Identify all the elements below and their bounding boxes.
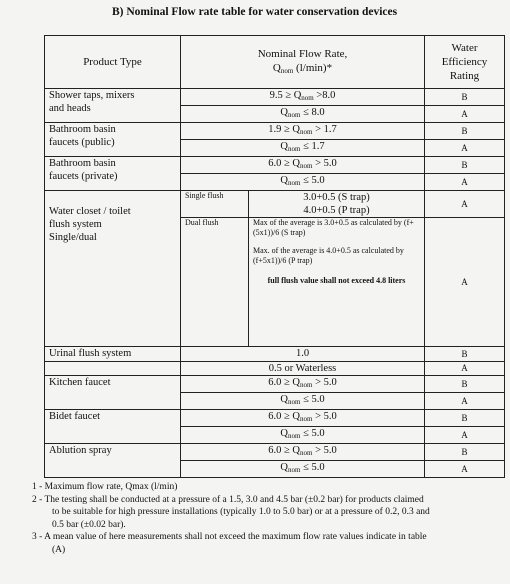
table-row	[45, 89, 505, 106]
flow-value: $Q_{nom} \le 5.0$	[181, 427, 425, 444]
dual-flush-values: Max of the average is 3.0+0.5 as calculated by (f+(5x1))/6 (S trap) Max. of the average is 4.0+0.5 as calculated by (f+5x1))/6 (P trap) full flush value shall not exceed 4.8 liters	[249, 218, 425, 347]
dual-flush-label: Dual flush	[181, 218, 249, 347]
table-row	[45, 410, 505, 427]
table-row	[45, 347, 505, 362]
footnote-3-cont: (A)	[52, 544, 66, 555]
product-shower: Shower taps, mixers and heads	[45, 89, 181, 123]
rating: B	[425, 123, 505, 140]
rating: B	[425, 376, 505, 393]
flow-value: $Q_{nom} \le 8.0$	[181, 106, 425, 123]
rating: A	[425, 461, 505, 478]
rating: B	[425, 89, 505, 106]
product-kitchen: Kitchen faucet	[45, 376, 181, 410]
table-row	[45, 191, 505, 218]
flow-value: $Q_{nom} \le 5.0$	[181, 461, 425, 478]
rating: B	[425, 410, 505, 427]
flow-value: $6.0 \ge Q_{nom} > 5.0$	[181, 410, 425, 427]
single-flush-values: 3.0+0.5 (S trap) 4.0+0.5 (P trap)	[249, 191, 425, 218]
flow-value: $6.0 \ge Q_{nom} > 5.0$	[181, 444, 425, 461]
product-water-closet: Water closet / toilet flush system Single/dual	[45, 191, 181, 347]
flow-value: $1.9 \ge Q_{nom} > 1.7$	[181, 123, 425, 140]
product-urinal: Urinal flush system	[45, 347, 181, 362]
product-ablution: Ablution spray	[45, 444, 181, 478]
flow-value: $6.0 \ge Q_{nom} > 5.0$	[181, 376, 425, 393]
flow-rate-table	[44, 35, 505, 478]
header-row	[45, 36, 505, 89]
table-row	[45, 444, 505, 461]
rating: A	[425, 106, 505, 123]
section-heading: B) Nominal Flow rate table for water conservation devices	[112, 6, 398, 18]
flow-value: 0.5 or Waterless	[181, 362, 425, 376]
rating: A	[425, 427, 505, 444]
header-flow-rate: Nominal Flow Rate, $Q_{nom}$ (l/min)*	[181, 36, 425, 89]
table-row	[45, 157, 505, 174]
flow-value: $Q_{nom} \le 1.7$	[181, 140, 425, 157]
rating: B	[425, 157, 505, 174]
table-row	[45, 376, 505, 393]
footnote-2-cont: to be suitable for high pressure installations (typically 1.0 to 5.0 bar) or at a pressure of 0.2, 0.3 and	[52, 507, 430, 517]
product-basin-private: Bathroom basin faucets (private)	[45, 157, 181, 191]
flow-value: $9.5 \ge Q_{nom} >8.0$	[181, 89, 425, 106]
rating: A	[425, 174, 505, 191]
rating: B	[425, 444, 505, 461]
product-basin-public: Bathroom basin faucets (public)	[45, 123, 181, 157]
rating: A	[425, 140, 505, 157]
header-product-type: Product Type	[45, 36, 181, 89]
footnote-2-cont: 0.5 bar (±0.02 bar).	[52, 519, 126, 530]
footnote-2: 2 - The testing shall be conducted at a pressure of a 1.5, 3.0 and 4.5 bar (±0.2 bar) for products claimed	[32, 494, 424, 505]
flow-value: $Q_{nom} \le 5.0$	[181, 393, 425, 410]
flow-value: $6.0 \ge Q_{nom} > 5.0$	[181, 157, 425, 174]
rating: A	[425, 218, 505, 347]
rating: A	[425, 362, 505, 376]
rating: A	[425, 191, 505, 218]
table-row	[45, 362, 505, 376]
table-row	[45, 123, 505, 140]
header-rating: Water Efficiency Rating	[425, 36, 505, 89]
rating: B	[425, 347, 505, 362]
footnote-3: 3 - A mean value of here measurements shall not exceed the maximum flow rate values indicate in table	[32, 532, 427, 542]
single-flush-label: Single flush	[181, 191, 249, 218]
footnote-1: 1 - Maximum flow rate, Qmax (l/min)	[32, 482, 178, 492]
rating: A	[425, 393, 505, 410]
flow-value: $Q_{nom} \le 5.0$	[181, 174, 425, 191]
footnotes	[32, 481, 502, 556]
flow-value: 1.0	[181, 347, 425, 362]
product-bidet: Bidet faucet	[45, 410, 181, 444]
